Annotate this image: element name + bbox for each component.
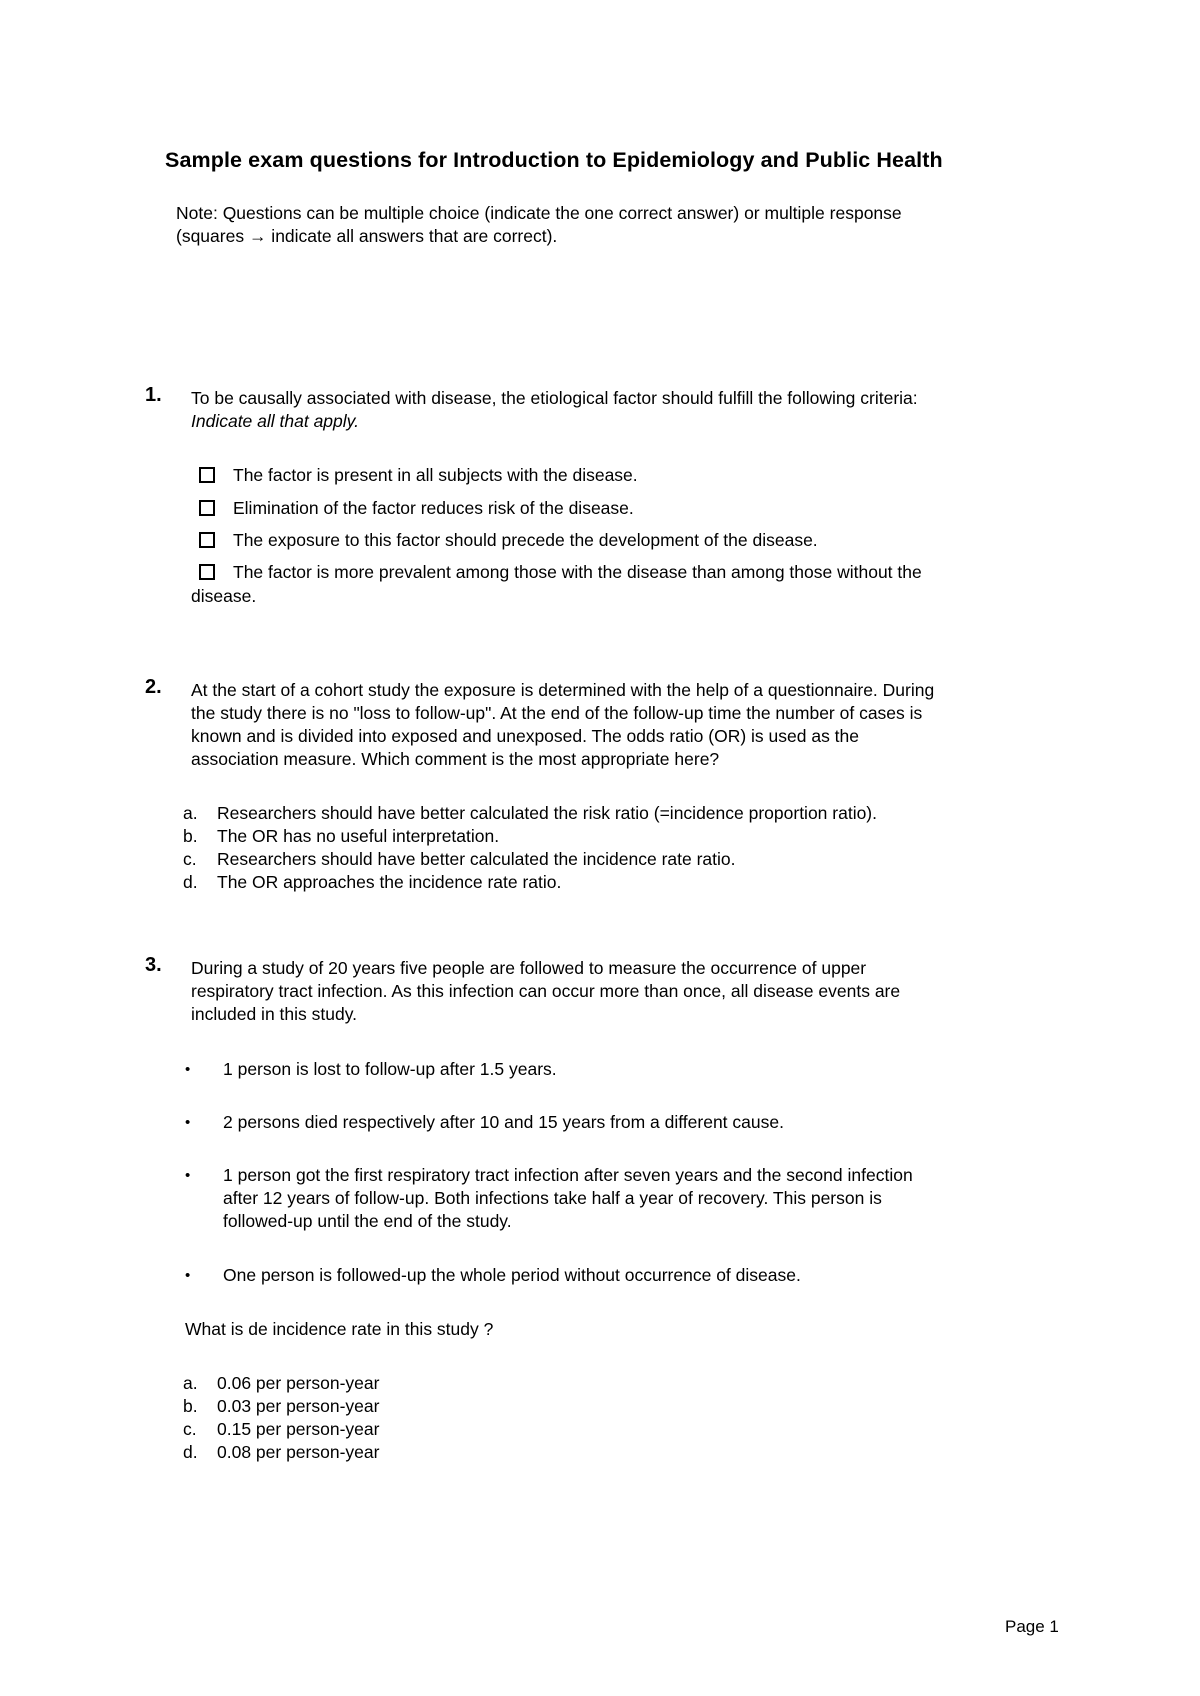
- note-line-1: Note: Questions can be multiple choice (indicate the one correct answer) or multiple response: [176, 203, 902, 223]
- question-number: 1.: [145, 384, 162, 406]
- checkbox-option-b[interactable]: [195, 497, 1075, 520]
- answer-option-a[interactable]: a. 0.06 per person-year: [183, 1373, 380, 1393]
- question-text-line: At the start of a cohort study the exposure is determined with the help of a questionnaire. During: [191, 680, 935, 700]
- bullet-icon: •: [185, 1061, 191, 1078]
- answer-option-b[interactable]: b. 0.03 per person-year: [183, 1396, 380, 1416]
- answer-option-d[interactable]: d. The OR approaches the incidence rate ratio.: [183, 872, 562, 892]
- checkbox[interactable]: [199, 564, 215, 580]
- question-number: 3.: [145, 954, 162, 976]
- sub-question: What is de incidence rate in this study ?: [185, 1319, 494, 1339]
- question-text-line: the study there is no "loss to follow-up". At the end of the follow-up time the number of cases is: [191, 703, 923, 723]
- bullet-icon: •: [185, 1114, 191, 1131]
- question-text-line: included in this study.: [191, 1004, 358, 1024]
- question-text-line: respiratory tract infection. As this infection can occur more than once, all disease events are: [191, 981, 901, 1001]
- answer-option-c[interactable]: c. 0.15 per person-year: [183, 1419, 380, 1439]
- option-text: The factor is more prevalent among those with the disease than among those without the: [233, 562, 922, 582]
- answer-option-d[interactable]: d. 0.08 per person-year: [183, 1442, 380, 1462]
- checkbox[interactable]: [199, 532, 215, 548]
- checkbox-option-c[interactable]: [195, 529, 1075, 552]
- question-number: 2.: [145, 676, 162, 698]
- checkbox-option-d[interactable]: [195, 561, 1075, 584]
- document-page: Sample exam questions for Introduction to Epidemiology and Public Health Note: Questions can be multiple choice (indicate the one correct answer) or multiple response (squares → indicate all answers that are correct). 1. To be causally associated with disease, the etiological factor should fulfill the following criteria: Indicate all that apply. The factor is present in all subjects with the disease. Elimination of the factor reduces risk of the disease. The exposure to this factor should precede the development of the disease. The factor is more prevalent among those with the disease than among those without the disease. 2. At the start of a cohort study the exposure is determined with the help of a questionnaire. During the study there is no "loss to follow-up". At the end of the follow-up time the number of cases is known and is divided into exposed and unexposed. The odds ratio (OR) is used as the association measure. Which comment is the most appropriate here? a. Researchers should have better calculated the risk ratio (=incidence proportion ratio). b. The OR has no useful interpretation. c. Researchers should have better calculated the incidence rate ratio. d. The OR approaches the incidence rate ratio. 3. During a study of 20 years five people are followed to measure the occurrence of upper respiratory tract infection. As this infection can occur more than once, all disease events are included in this study. • 1 person is lost to follow-up after 1.5 years. • 2 persons died respectively after 10 and 15 years from a different cause. • 1 person got the first respiratory tract infection after seven years and the second infection after 12 years of follow-up. Both infections take half a year of recovery. This person is followed-up until the end of the study. • One person is followed-up the whole period without occurrence of disease. What is de incidence rate in this study ? a. 0.06 per person-year b. 0.03 per person-year c. 0.15 per person-year d. 0.08 per person-year Page 1: [0, 0, 1200, 1696]
- option-text: The factor is present in all subjects with the disease.: [233, 465, 638, 485]
- question-text: To be causally associated with disease, the etiological factor should fulfill the following criteria:: [191, 388, 918, 408]
- question-instruction: Indicate all that apply.: [191, 411, 359, 431]
- question-text-line: known and is divided into exposed and unexposed. The odds ratio (OR) is used as the: [191, 726, 860, 746]
- bullet-icon: •: [185, 1267, 191, 1284]
- option-text-continued: disease.: [191, 586, 257, 606]
- checkbox[interactable]: [199, 467, 215, 483]
- checkbox[interactable]: [199, 500, 215, 516]
- bullet-icon: •: [185, 1167, 191, 1184]
- question-text-line: association measure. Which comment is the most appropriate here?: [191, 749, 720, 769]
- note-line-2: (squares → indicate all answers that are correct).: [176, 226, 558, 246]
- answer-option-b[interactable]: b. The OR has no useful interpretation.: [183, 826, 500, 846]
- instructions-note: [176, 202, 1076, 248]
- option-text: Elimination of the factor reduces risk of the disease.: [233, 498, 634, 518]
- checkbox-option-a[interactable]: [195, 464, 1075, 487]
- answer-option-a[interactable]: a. Researchers should have better calculated the risk ratio (=incidence proportion ratio).: [183, 803, 878, 823]
- answer-option-c[interactable]: c. Researchers should have better calculated the incidence rate ratio.: [183, 849, 736, 869]
- question-text-line: During a study of 20 years five people are followed to measure the occurrence of upper: [191, 958, 867, 978]
- page-title: Sample exam questions for Introduction to Epidemiology and Public Health: [165, 148, 943, 172]
- option-text: The exposure to this factor should precede the development of the disease.: [233, 530, 818, 550]
- page-number: Page 1: [1005, 1617, 1059, 1636]
